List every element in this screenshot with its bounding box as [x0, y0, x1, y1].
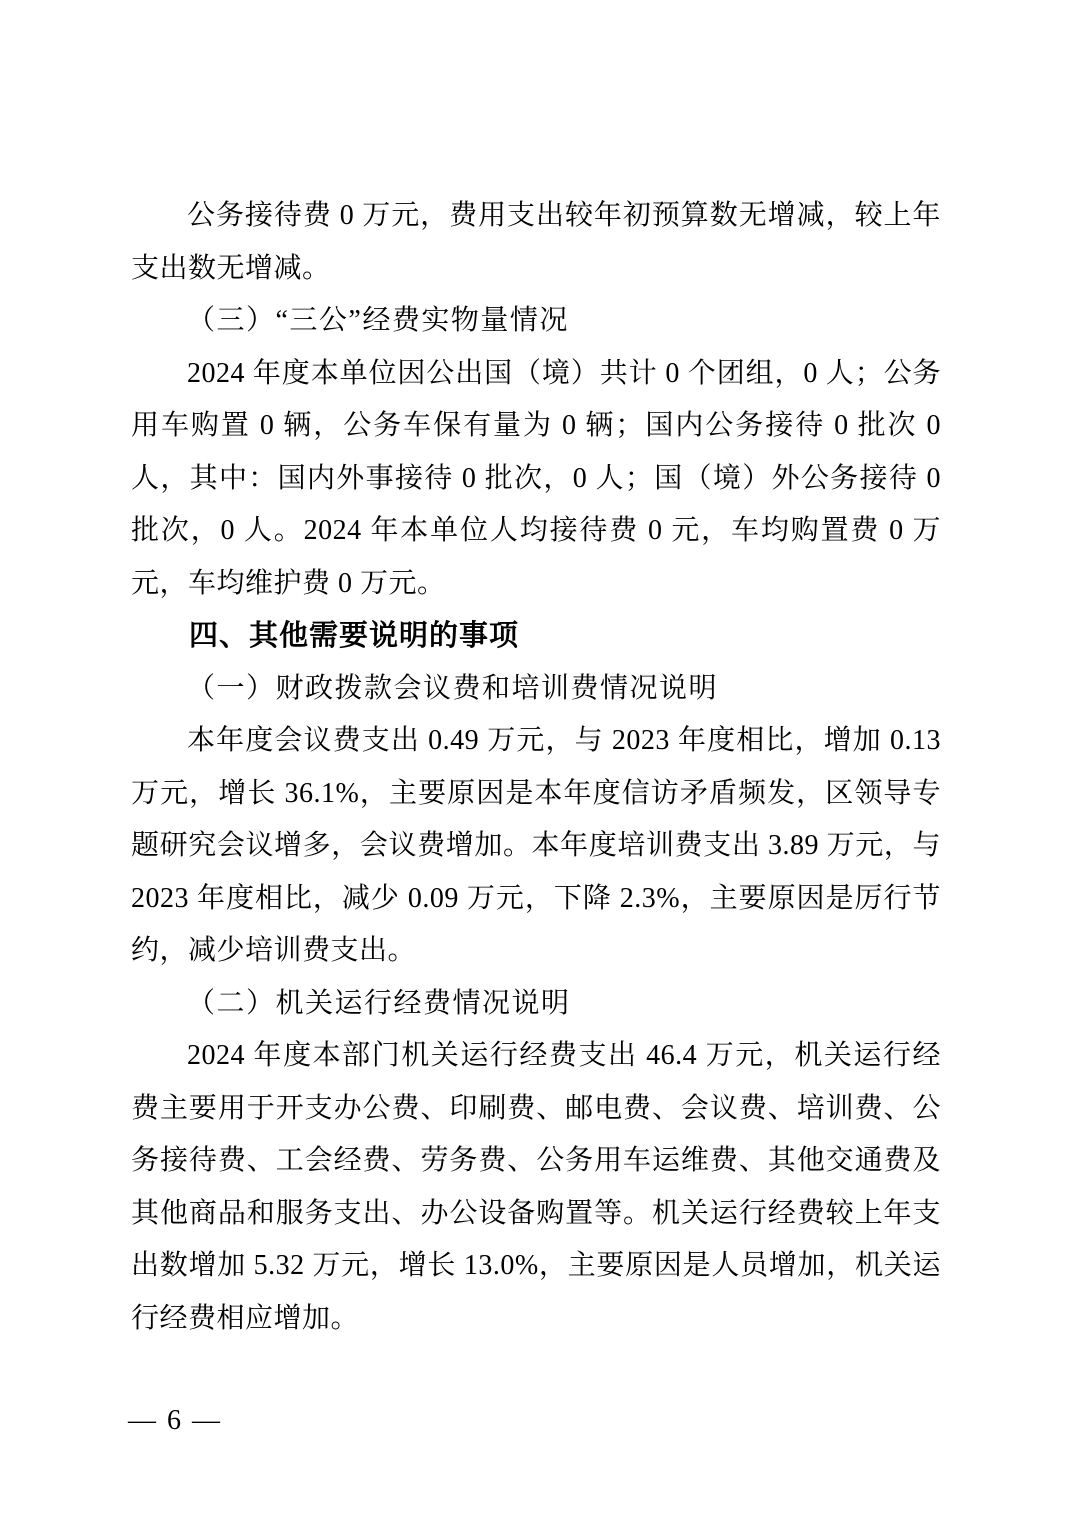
page-number: — 6 —: [128, 1405, 222, 1436]
subsection-heading-agency-operating-funds: （二）机关运行经费情况说明: [187, 987, 571, 1019]
document-body: [131, 190, 941, 1345]
paragraph-agency-operating-funds-detail: 2024 年度本部门机关运行经费支出 46.4 万元，机关运行经费主要用于开支办公费、印刷费、邮电费、会议费、培训费、公务接待费、工会经费、劳务费、公务用车运维费、其他交通费及其他商品和服务支出、办公设备购置等。机关运行经费较上年支出数增加 5.32 万元，增长 13.0%，主要原因是人员增加，机关运行经费相应增加。: [131, 1040, 941, 1334]
subsection-heading-three-public-funds: （三）“三公”经费实物量情况: [187, 305, 569, 336]
paragraph-three-public-funds-detail: 2024 年度本单位因公出国（境）共计 0 个团组，0 人；公务用车购置 0 辆，公务车保有量为 0 辆；国内公务接待 0 批次 0 人，其中：国内外事接待 0 批次，0 人；国（境）外公务接待 0 批次，0 人。2024 年本单位人均接待费 0 元，车均购置费 0 万元，车均维护费 0 万元。: [131, 357, 941, 599]
section-heading-other-matters: 四、其他需要说明的事项: [189, 620, 520, 652]
subsection-heading-meeting-training-fees: （一）财政拨款会议费和培训费情况说明: [187, 672, 719, 704]
paragraph-meeting-training-fees-detail: 本年度会议费支出 0.49 万元，与 2023 年度相比，增加 0.13 万元，增长 36.1%，主要原因是本年度信访矛盾频发，区领导专题研究会议增多，会议费增加。本年度培训费支出 3.89 万元，与 2023 年度相比，减少 0.09 万元，下降 2.3%，主要原因是厉行节约，减少培训费支出。: [131, 725, 941, 966]
paragraph-reception-expense: 公务接待费 0 万元，费用支出较年初预算数无增减，较上年支出数无增减。: [131, 200, 941, 284]
